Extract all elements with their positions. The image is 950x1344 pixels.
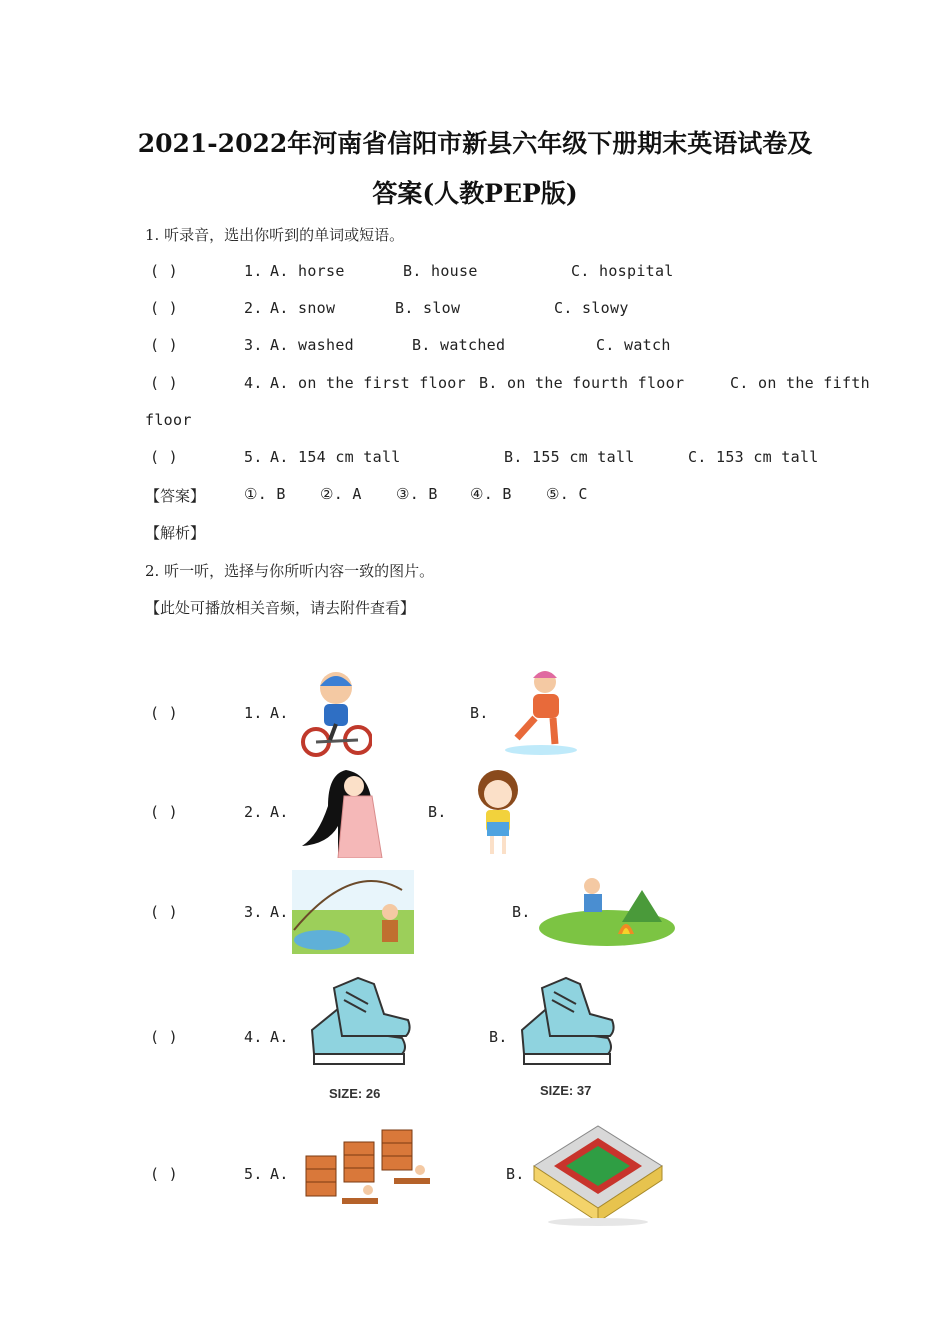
sneakers-size-37-image[interactable] [514, 974, 618, 1074]
q1-item1-a: A. horse [270, 262, 345, 280]
stadium-image[interactable] [528, 1118, 668, 1226]
q1-item3-b: B. watched [412, 336, 506, 354]
q1-item5-c: C. 153 cm tall [688, 448, 819, 466]
q1-item4-c-cont: floor [145, 411, 192, 429]
q1-item5-num: 5. [244, 448, 263, 466]
q1-item3-num: 3. [244, 336, 263, 354]
answer-3: ③. B [396, 485, 438, 503]
fishing-scene-image[interactable] [292, 870, 414, 954]
q2-item1-paren[interactable]: ( ) [150, 704, 178, 722]
answer-1: ①. B [244, 485, 286, 503]
q1-item4-paren[interactable]: ( ) [150, 374, 178, 392]
q1-heading: 1. 听录音，选出你听到的单词或短语。 [145, 226, 405, 244]
q2-item3-a: A. [270, 903, 289, 921]
q1-item4-b: B. on the fourth floor [479, 374, 685, 392]
q1-item1-paren[interactable]: ( ) [150, 262, 178, 280]
q2-item3-num: 3. [244, 903, 263, 921]
q1-item2-paren[interactable]: ( ) [150, 299, 178, 317]
size-26-label: SIZE: 26 [329, 1086, 381, 1101]
q1-item4-c: C. on the fifth [730, 374, 870, 392]
q2-item3-paren[interactable]: ( ) [150, 903, 178, 921]
q2-note: 【此处可播放相关音频，请去附件查看】 [145, 599, 416, 617]
short-hair-girl-image[interactable] [472, 766, 524, 858]
q1-item2-c: C. slowy [554, 299, 629, 317]
q1-item1-b: B. house [403, 262, 478, 280]
analysis-label: 【解析】 [145, 524, 206, 542]
q1-item2-b: B. slow [395, 299, 461, 317]
q1-item2-a: A. snow [270, 299, 336, 317]
q2-item2-b: B. [428, 803, 447, 821]
q1-item4-num: 4. [244, 374, 263, 392]
answer-5: ⑤. C [546, 485, 588, 503]
q1-item5-paren[interactable]: ( ) [150, 448, 178, 466]
q2-item1-a: A. [270, 704, 289, 722]
answer-4: ④. B [470, 485, 512, 503]
size-37-label: SIZE: 37 [540, 1083, 592, 1098]
q2-item4-b: B. [489, 1028, 508, 1046]
q1-item5-a: A. 154 cm tall [270, 448, 401, 466]
q2-item2-paren[interactable]: ( ) [150, 803, 178, 821]
q2-item3-b: B. [512, 903, 531, 921]
answer-2: ②. A [320, 485, 362, 503]
q2-item5-b: B. [506, 1165, 525, 1183]
q1-item4-a: A. on the first floor [270, 374, 466, 392]
q2-item2-num: 2. [244, 803, 263, 821]
q1-item1-num: 1. [244, 262, 263, 280]
page-title-line2: 答案(人教PEP版) [372, 179, 578, 208]
q2-item5-num: 5. [244, 1165, 263, 1183]
library-image[interactable] [302, 1128, 438, 1218]
boy-cycling-image[interactable] [300, 664, 372, 760]
q2-item4-num: 4. [244, 1028, 263, 1046]
q1-item5-b: B. 155 cm tall [504, 448, 635, 466]
long-hair-girl-image[interactable] [298, 766, 384, 858]
page-title: 2021-2022年河南省信阳市新县六年级下册期末英语试卷及 [137, 129, 813, 158]
q2-item1-num: 1. [244, 704, 263, 722]
q1-item1-c: C. hospital [571, 262, 674, 280]
q1-item2-num: 2. [244, 299, 263, 317]
q2-item5-a: A. [270, 1165, 289, 1183]
q1-item3-c: C. watch [596, 336, 671, 354]
q1-item3-a: A. washed [270, 336, 354, 354]
answer-label: 【答案】 [145, 487, 206, 505]
q2-item1-b: B. [470, 704, 489, 722]
sneakers-size-26-image[interactable] [304, 974, 412, 1074]
girl-skating-image[interactable] [495, 664, 587, 760]
camping-scene-image[interactable] [538, 872, 676, 946]
q2-item4-paren[interactable]: ( ) [150, 1028, 178, 1046]
q2-item2-a: A. [270, 803, 289, 821]
q1-item3-paren[interactable]: ( ) [150, 336, 178, 354]
q2-item4-a: A. [270, 1028, 289, 1046]
q2-heading: 2. 听一听，选择与你所听内容一致的图片。 [145, 562, 435, 580]
q2-item5-paren[interactable]: ( ) [150, 1165, 178, 1183]
